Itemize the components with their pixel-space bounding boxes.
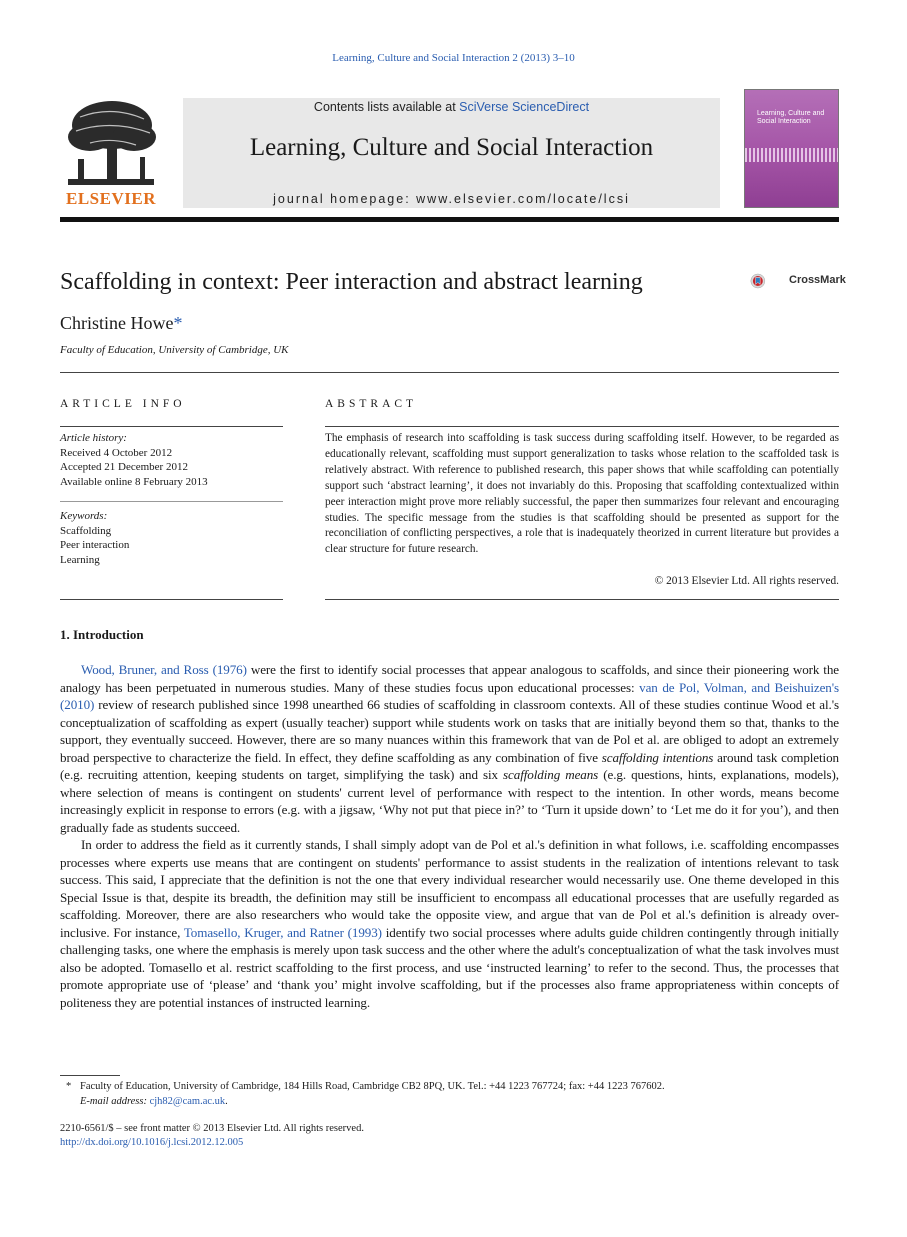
email-end: . [225,1095,228,1107]
emphasis-text: scaffolding means [503,767,599,782]
footnote-address: Faculty of Education, University of Cambridge, 184 Hills Road, Cambridge CB2 8PQ, UK. Tel.: +44 1223 767724; fax: +44 1223 767602. [80,1081,665,1092]
paragraph-text: (e.g. questions, hints, explanations, models), where selection of means is contingent on students' current level of performance with respect to the intention. In other words, means become increasingly explicit in response to errors (e.g. with a jigsaw, ‘Why not put that piece in?’ to ‘Turn it upside down’ to ‘Let me do it for you’), and then gradually fade as students succeed. [60,767,839,835]
doi-link[interactable]: http://dx.doi.org/10.1016/j.lcsi.2012.12.005 [60,1137,244,1148]
body-text [60,661,839,1011]
article-info-bottom-rule [60,599,283,600]
keywords-block [60,509,283,568]
header-rule [60,217,839,222]
abstract-copyright: © 2013 Elsevier Ltd. All rights reserved. [654,575,839,587]
footnote-rule [60,1075,120,1076]
abstract-rule [325,426,839,427]
history-rule [60,501,283,502]
cover-decoration [745,148,839,162]
article-history [60,431,283,490]
footnote-address-line [60,1080,839,1095]
accepted-date: Accepted 21 December 2012 [60,461,188,474]
contents-line [183,100,720,114]
emphasis-text: scaffolding intentions [601,749,714,765]
title-divider [60,372,839,373]
running-head[interactable]: Learning, Culture and Social Interaction 2 (2013) 3–10 [332,52,575,64]
paragraph-text: were the first to identify social processes that appear analogous to scaffolds, and since their pioneering work the analogy has been perpetuated in numerous studies. Many of these studies focus upon educational processes: [60,662,839,695]
crossmark-label[interactable]: CrossMark [789,274,846,286]
journal-cover-thumbnail[interactable] [744,89,839,208]
sciencedirect-link[interactable]: SciVerse ScienceDirect [459,100,590,114]
abstract-heading: ABSTRACT [325,398,418,410]
section-heading-introduction: 1. Introduction [60,627,144,642]
paragraph-2 [60,836,839,1011]
email-label: E-mail address: [80,1095,150,1107]
crossmark-icon[interactable] [750,262,788,300]
journal-homepage[interactable]: journal homepage: www.elsevier.com/locate/lcsi [273,192,630,206]
keyword-item: Scaffolding [60,524,112,537]
keywords-label: Keywords: [60,510,108,522]
paragraph-text: In order to address the field as it currently stands, I shall simply adopt van de Pol et al.'s definition in what follows, i.e. scaffolding encompasses processes where experts use means that are contingent on students' performance to assist students in the realization of intentions relevant to task success. This said, I appreciate that the definition is not the one that every individual researcher would necessarily use. One theme developed in this Special Issue is that, despite its breadth, the definition may still be insufficient to encompass all educational processes that are usefully regarded as scaffolding. Moreover, there are also researchers who would take the opposite view, and argue that van de Pol et al.'s definition is already over-inclusive. For instance, [60,837,839,940]
footnote-mark: * [66,1081,72,1092]
email-link[interactable]: cjh82@cam.ac.uk [149,1095,226,1107]
journal-title: Learning, Culture and Social Interaction [249,134,654,161]
issn-line: 2210-6561/$ – see front matter © 2013 Elsevier Ltd. All rights reserved. [60,1123,364,1134]
author-affiliation: Faculty of Education, University of Cambridge, UK [60,344,289,356]
contents-prefix: Contents lists available at [313,100,460,114]
author-footnote-mark[interactable]: * [173,313,183,333]
received-date: Received 4 October 2012 [60,446,173,459]
citation-link[interactable]: Wood, Bruner, and Ross (1976) [81,662,247,677]
keyword-item: Peer interaction [60,539,130,552]
article-info-rule [60,426,283,427]
citation-link[interactable]: Tomasello, Kruger, and Ratner (1993) [183,924,382,940]
keyword-item: Learning [60,554,100,567]
abstract-bottom-rule [325,599,839,600]
author-footnote [60,1080,839,1109]
citation-link[interactable]: van de Pol, Volman, and Beishuizen's (2010) [60,679,839,712]
author-name [60,313,182,334]
abstract-text: The emphasis of research into scaffolding is task success during scaffolding itself. However, to be regarded as educationally relevant, scaffolding must support generalization to tasks whose relation to the scaffolded task is relatively abstract. With reference to published research, this paper shows that while scaffolding can potentially support such ‘abstract learning’, it does not invariably do this. Proposing that scaffolding contextualized within peer interaction might prove more reliably successful, the paper then summarizes four relevant and encouraging studies. The specific message from the studies is that scaffolding should be presented as support for the reconciliation of conflicting perspectives, a role that is inadequately theorized in current literature but provides a clear structure for future research. [325,432,839,556]
cover-title: Learning, Culture and Social Interaction [757,110,825,125]
article-info-heading: ARTICLE INFO [60,398,186,410]
elsevier-wordmark: ELSEVIER [66,189,156,208]
paragraph-text: review of research published since 1998 unearthed 66 studies of scaffolding in classroom contexts. All of these studies continue Wood et al.'s conceptualization of scaffolding as expert (usually teacher) support while students work on tasks that are initially beyond them so that, thanks to the support, they eventually succeed. However, there are so many nuances within this framework that van de Pol et al. are obliged to adopt an extremely broad perspective to characterize the field. In effect, they define scaffolding as any combination of five [60,697,839,765]
author-text: Christine Howe [60,313,174,333]
paragraph-1 [60,661,839,836]
article-title: Scaffolding in context: Peer interaction and abstract learning [60,269,643,295]
footnote-email-line [60,1095,839,1110]
online-date: Available online 8 February 2013 [60,476,208,489]
history-label: Article history: [60,432,127,444]
paragraph-text: identify two social processes where adults guide children contingently through initially challenging tasks, one where the emphasis is merely upon task success and the other where the adult's conceptualization of what the task involves must also be adopted. Tomasello et al. restrict scaffolding to the first process, and use ‘instructed learning’ to refer to the second. Thus, the processes that promote appropriate use of ‘please’ and ‘thank you’ might involve scaffolding, but if the processes also frame appropriateness within concepts of politeness they are potential instances of instructed learning. [60,924,839,1010]
paragraph-text: around task completion (e.g. recruiting attention, keeping students on target, simplifying the task) and six [60,749,839,782]
